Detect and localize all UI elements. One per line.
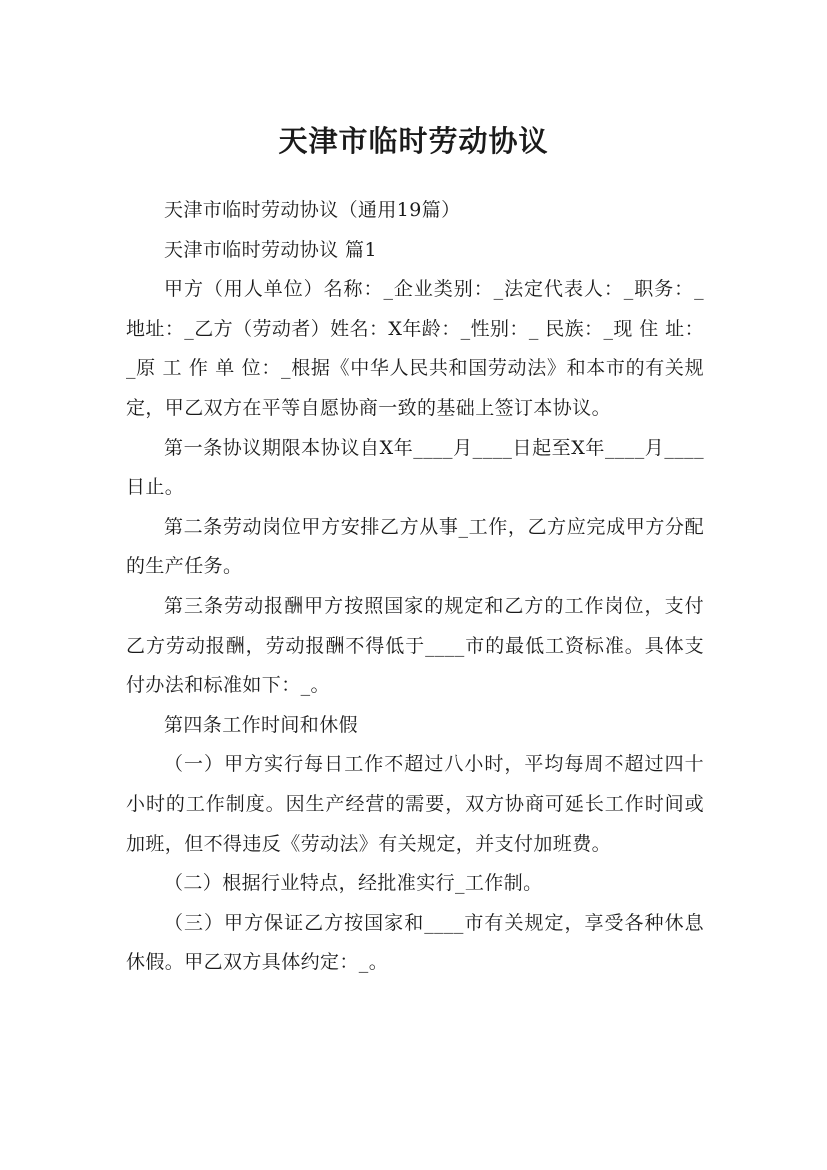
document-body bbox=[126, 191, 704, 983]
paragraph-section-heading: 天津市临时劳动协议 篇1 bbox=[164, 238, 377, 261]
paragraph-article-4-item-2: （二）根据行业特点，经批准实行_工作制。 bbox=[164, 872, 543, 895]
paragraph-article-4-item-3: （三）甲方保证乙方按国家和____市有关规定，享受各种休息休假。甲乙双方具体约定：_。 bbox=[126, 911, 704, 974]
paragraph-subtitle: 天津市临时劳动协议（通用19篇） bbox=[164, 199, 461, 221]
paragraph-article-4: 第四条工作时间和休假 bbox=[164, 713, 359, 736]
paragraph-article-4-item-1: （一）甲方实行每日工作不超过八小时，平均每周不超过四十小时的工作制度。因生产经营的需要，双方协商可延长工作时间或加班，但不得违反《劳动法》有关规定，并支付加班费。 bbox=[126, 753, 704, 855]
paragraph-article-2: 第二条劳动岗位甲方安排乙方从事_工作，乙方应完成甲方分配的生产任务。 bbox=[126, 515, 704, 578]
paragraph-article-3: 第三条劳动报酬甲方按照国家的规定和乙方的工作岗位，支付乙方劳动报酬，劳动报酬不得低于____市的最低工资标准。具体支付办法和标准如下：_。 bbox=[126, 594, 704, 697]
paragraph-parties: 甲方（用人单位）名称：_企业类别：_法定代表人：_职务：_地址：_乙方（劳动者）姓名：X年龄：_性别：_ 民族：_现 住 址：_原 工 作 单 位：_根据《中华人民共和国劳动法》和本市的有关规定，甲乙双方在平等自愿协商一致的基础上签订本协议。 bbox=[126, 278, 704, 419]
paragraph-article-1: 第一条协议期限本协议自X年____月____日起至X年____月____日止。 bbox=[126, 436, 704, 499]
document-title: 天津市临时劳动协议 bbox=[278, 124, 549, 159]
